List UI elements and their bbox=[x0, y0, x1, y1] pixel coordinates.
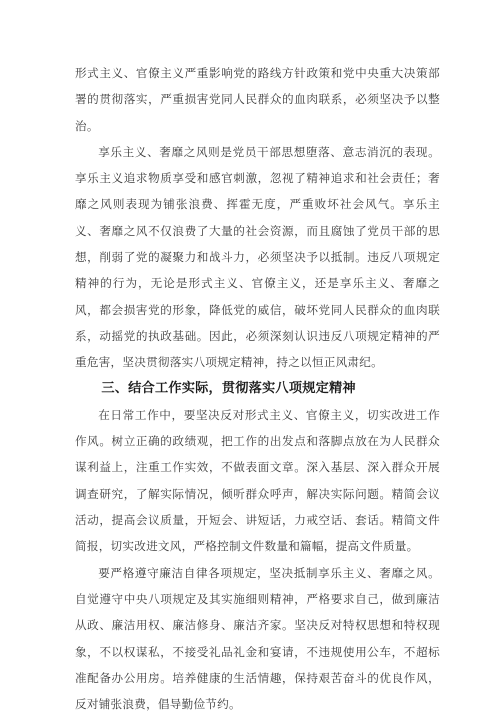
paragraph-integrity: 要严格遵守廉洁自律各项规定，坚决抵制享乐主义、奢靡之风。自觉遵守中央八项规定及其实施细则精神，严格要求自己，做到廉洁从政、廉洁用权、廉洁修身、廉洁齐家。坚决反对特权思想和特权现象，不以权谋私，不接受礼品礼金和宴请，不违规使用公车，不超标准配备办公用房。培养健康的生活情趣，保持艰苦奋斗的优良作风，反对铺张浪费，倡导勤俭节约。 bbox=[75, 565, 440, 712]
paragraph-hedonism: 享乐主义、奢靡之风则是党员干部思想堕落、意志消沉的表现。享乐主义追求物质享受和感官刺激，忽视了精神追求和社会责任；奢靡之风则表现为铺张浪费、挥霍无度，严重败坏社会风气。享乐主义、奢靡之风不仅浪费了大量的社会资源，而且腐蚀了党员干部的思想，削弱了党的凝聚力和战斗力，必须坚决予以抵制。违反八项规定精神的行为，无论是形式主义、官僚主义，还是享乐主义、奢靡之风，都会损害党的形象，降低党的威信，破坏党同人民群众的血肉联系，动摇党的执政基础。因此，必须深刻认识违反八项规定精神的严重危害，坚决贯彻落实八项规定精神，持之以恒正风肃纪。 bbox=[75, 144, 440, 370]
section-heading: 三、结合工作实际，贯彻落实八项规定精神 bbox=[101, 380, 356, 396]
paragraph-work-style: 在日常工作中，要坚决反对形式主义、官僚主义，切实改进工作作风。树立正确的政绩观，把工作的出发点和落脚点放在为人民群众谋利益上，注重工作实效，不做表面文章。深入基层、深入群众开展调查研究，了解实际情况，倾听群众呼声，解决实际问题。精简会议活动，提高会议质量，开短会、讲短话，力戒空话、套话。精简文件简报，切实改进文风，严格控制文件数量和篇幅，提高文件质量。 bbox=[75, 407, 440, 554]
paragraph-continuation: 形式主义、官僚主义严重影响党的路线方针政策和党中央重大决策部署的贯彻落实，严重损害党同人民群众的血肉联系，必须坚决予以整治。 bbox=[75, 66, 440, 133]
document-body bbox=[75, 60, 440, 717]
